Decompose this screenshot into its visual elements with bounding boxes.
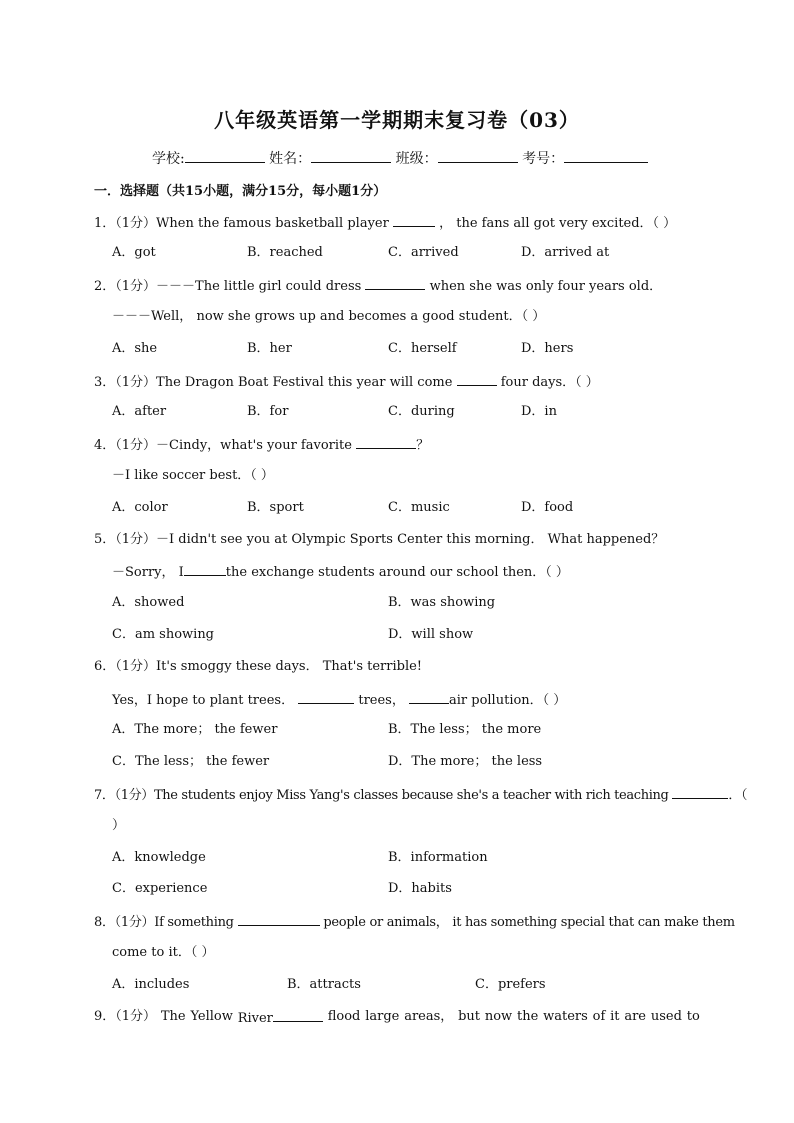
question-text: 3．（1分）The Dragon Boat Festival this year will come xyxy=(94,375,453,390)
page-title: 八年级英语第一学期期末复习卷（03） xyxy=(214,108,580,132)
name-blank[interactable] xyxy=(311,148,391,163)
option-a[interactable]: A．showed xyxy=(112,595,185,610)
question-text: 2．（1分）－－－The little girl could dress xyxy=(94,279,362,294)
question-word: of xyxy=(592,1009,606,1024)
question-word: now xyxy=(484,1009,513,1024)
question-7 xyxy=(94,786,747,804)
option-b[interactable]: B．sport xyxy=(247,500,304,515)
question-word: but xyxy=(458,1009,481,1024)
question-6: 6．（1分）It's smoggy these days． That's terrible! xyxy=(94,659,423,674)
option-a[interactable]: A．color xyxy=(112,500,168,515)
question-1 xyxy=(94,214,676,232)
option-d[interactable]: D．food xyxy=(521,500,574,515)
option-b[interactable]: B．information xyxy=(388,850,488,865)
option-c[interactable]: C．herself xyxy=(388,341,457,356)
exam-no-label: 考号： xyxy=(522,151,565,167)
answer-blank[interactable] xyxy=(672,786,728,799)
option-d[interactable]: D．in xyxy=(521,404,557,419)
question-8 xyxy=(94,913,735,931)
question-word: used xyxy=(650,1009,682,1024)
student-info-row xyxy=(152,148,648,168)
question-2 xyxy=(94,277,662,295)
option-b[interactable]: B．was showing xyxy=(388,595,496,610)
option-d[interactable]: D．hers xyxy=(521,341,574,356)
option-d[interactable]: D．habits xyxy=(388,881,452,896)
option-d[interactable]: D．arrived at xyxy=(521,245,610,260)
question-text: 7．（1分）The students enjoy Miss Yang's classes because she's a teacher with rich teaching xyxy=(94,788,669,803)
question-3 xyxy=(94,373,599,391)
option-c[interactable]: C．am showing xyxy=(112,627,215,642)
option-c[interactable]: C．experience xyxy=(112,881,208,896)
question-text: 1．（1分）When the famous basketball player xyxy=(94,216,389,231)
question-word: waters xyxy=(543,1009,588,1024)
answer-blank[interactable] xyxy=(273,1009,323,1022)
question-word: flood xyxy=(327,1009,361,1024)
question-word: River xyxy=(237,1011,273,1026)
question-text: ．（ xyxy=(728,788,748,803)
question-text: when she was only four years old． xyxy=(429,279,663,294)
question-text: air pollution．（ ） xyxy=(449,693,567,708)
option-b[interactable]: B．The less； the more xyxy=(388,722,542,737)
option-c[interactable]: C．music xyxy=(388,500,450,515)
question-7-paren: ） xyxy=(112,818,126,833)
option-a[interactable]: A．includes xyxy=(112,977,190,992)
option-c[interactable]: C．arrived xyxy=(388,245,459,260)
question-text: four days．（ ） xyxy=(500,375,599,390)
class-blank[interactable] xyxy=(438,148,518,163)
answer-blank[interactable] xyxy=(365,277,425,290)
option-b[interactable]: B．attracts xyxy=(287,977,361,992)
question-6-dialogue xyxy=(112,691,566,709)
question-5-dialogue xyxy=(112,563,569,581)
question-text: Yes，I hope to plant trees． xyxy=(112,693,295,708)
exam-no-blank[interactable] xyxy=(564,148,648,163)
section-heading: 一．选择题（共15小题，满分15分，每小题1分） xyxy=(94,184,387,199)
question-text: －Sorry， I xyxy=(112,565,184,580)
option-a[interactable]: A．got xyxy=(112,245,156,260)
option-a[interactable]: A．after xyxy=(112,404,167,419)
question-text: people or animals， it has something special that can make them xyxy=(323,915,735,930)
question-word: the xyxy=(517,1009,539,1024)
question-2-dialogue: －－－Well， now she grows up and becomes a good student．（ ） xyxy=(112,309,546,324)
question-word: it xyxy=(610,1009,620,1024)
option-b[interactable]: B．reached xyxy=(247,245,323,260)
question-5: 5．（1分）－I didn't see you at Olympic Sports Center this morning． What happened？ xyxy=(94,532,665,547)
option-c[interactable]: C．prefers xyxy=(475,977,546,992)
question-text: 4．（1分）－Cindy，what's your favorite xyxy=(94,438,352,453)
question-word: large xyxy=(365,1009,400,1024)
option-d[interactable]: D．will show xyxy=(388,627,474,642)
question-word: Yellow xyxy=(190,1009,233,1024)
question-text: 8．（1分）If something xyxy=(94,915,234,930)
option-b[interactable]: B．for xyxy=(247,404,289,419)
option-a[interactable]: A．she xyxy=(112,341,158,356)
question-number: 9．（1分） xyxy=(94,1009,157,1024)
class-label: 班级： xyxy=(395,151,438,167)
question-text: trees， xyxy=(358,693,405,708)
option-c[interactable]: C．The less； the fewer xyxy=(112,754,270,769)
name-label: 姓名： xyxy=(269,151,312,167)
question-8-continued: come to it．（ ） xyxy=(112,945,215,960)
answer-blank[interactable] xyxy=(393,214,435,227)
school-label: 学校: xyxy=(152,151,185,167)
school-blank[interactable] xyxy=(185,148,265,163)
answer-blank[interactable] xyxy=(409,691,449,704)
option-b[interactable]: B．her xyxy=(247,341,292,356)
answer-blank[interactable] xyxy=(356,436,416,449)
question-4 xyxy=(94,436,429,454)
question-text: ， the fans all got very excited．（ ） xyxy=(439,216,677,231)
question-text: the exchange students around our school then．（ ） xyxy=(225,565,569,580)
option-a[interactable]: A．The more； the fewer xyxy=(112,722,278,737)
answer-blank[interactable] xyxy=(238,913,320,926)
question-word: The xyxy=(160,1009,186,1024)
answer-blank[interactable] xyxy=(184,563,226,576)
question-9 xyxy=(94,1009,700,1027)
option-d[interactable]: D．The more； the less xyxy=(388,754,543,769)
question-word: are xyxy=(624,1009,647,1024)
question-4-dialogue: －I like soccer best．（ ） xyxy=(112,468,274,483)
question-text: ？ xyxy=(416,438,430,453)
answer-blank[interactable] xyxy=(298,691,354,704)
question-word: areas， xyxy=(404,1009,454,1024)
option-c[interactable]: C．during xyxy=(388,404,455,419)
question-word-with-blank xyxy=(238,1009,323,1027)
question-word: to xyxy=(686,1009,700,1024)
option-a[interactable]: A．knowledge xyxy=(112,850,206,865)
answer-blank[interactable] xyxy=(457,373,497,386)
